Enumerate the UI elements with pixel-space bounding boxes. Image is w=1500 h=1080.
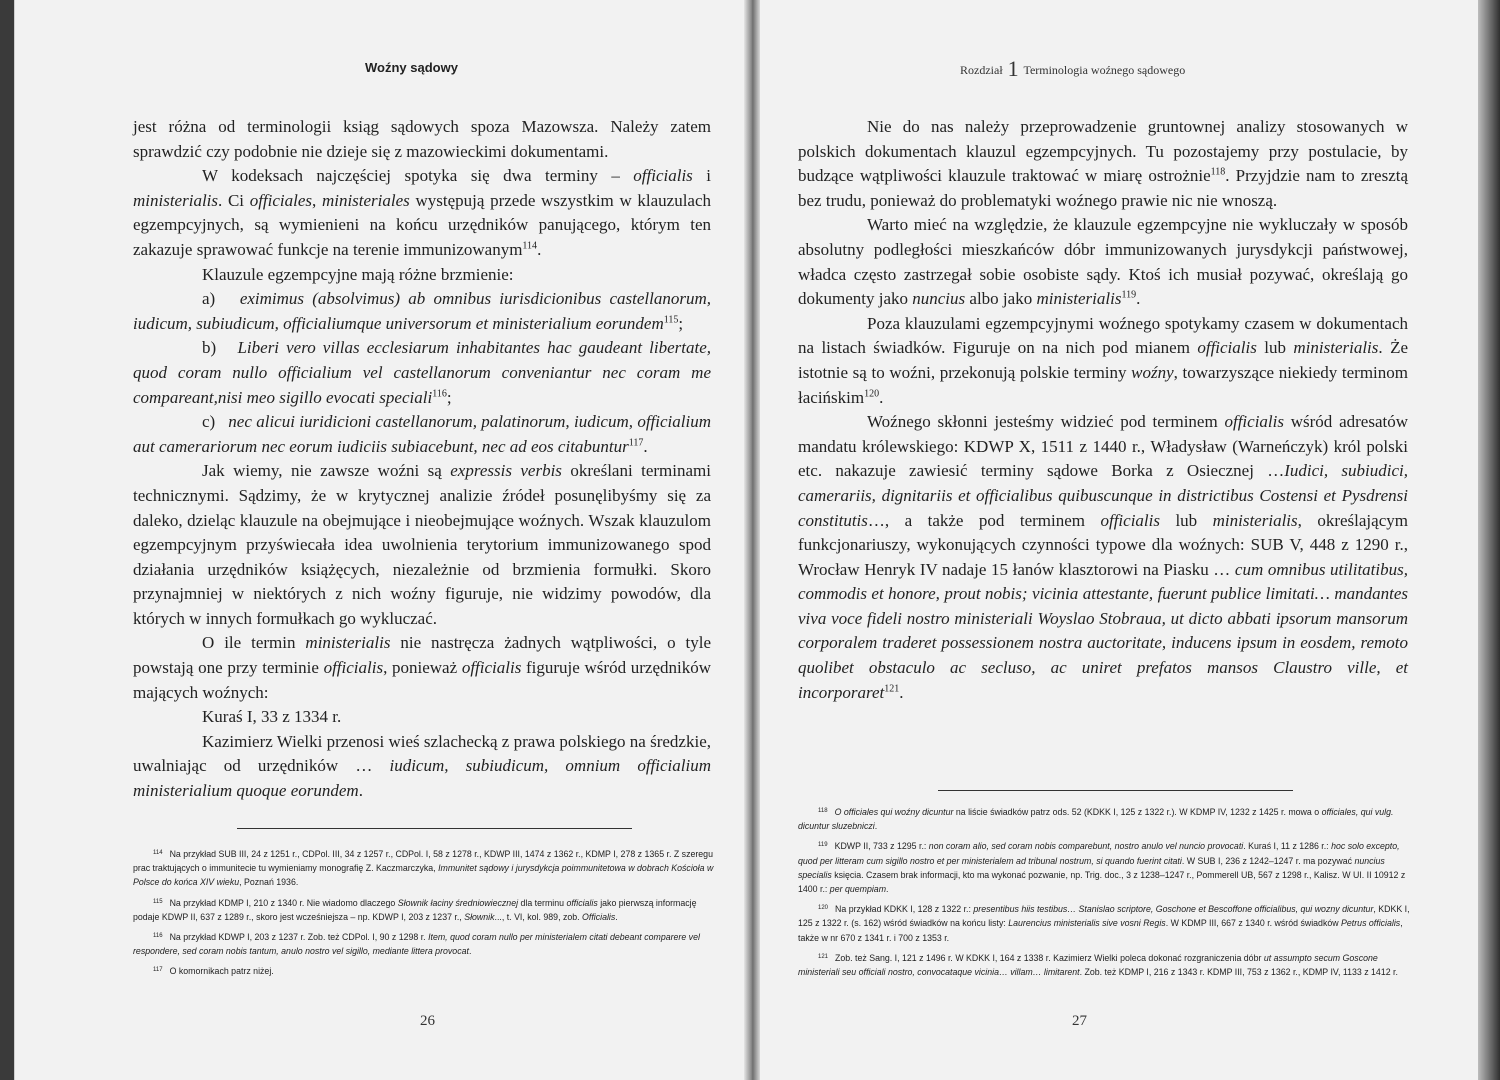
footnote-text: O officiales qui woźny dicuntur na liście świadków patrz ods. 52 (KDKK I, 125 z 1322 r.). W KDMP IV, 1232 z 1425 r. mowa o officiales, qui vulg. dicuntur sluzebniczi. [798, 807, 1394, 832]
left-page [14, 0, 745, 1080]
footnote [798, 804, 1410, 833]
footnote [798, 901, 1410, 945]
footnote-text: Na przykład SUB III, 24 z 1251 r., CDPol. III, 34 z 1257 r., CDPol. I, 58 z 1278 r., KDWP III, 1474 z 1362 r., KDMP I, 278 z 1365 r. Z szeregu prac traktujących o immunitecie tu wymieniamy monografię Z. Kaczmarczyka, Immunitet sądowy i jurysdykcja poimmunitetowa w dobrach Kościoła w Polsce do końca XIV wieku, Poznań 1936. [133, 849, 714, 888]
paragraph: Klauzule egzempcyjne mają różne brzmienie: [202, 264, 514, 284]
footnote-separator [938, 790, 1293, 791]
chapter-number: 1 [1007, 56, 1019, 81]
footnote [133, 895, 715, 924]
paragraph: c) nec alicui iuridicioni castellanorum, palatinorum, iudicum, officialium aut camerariorum nec eorum iudiciis subiacebunt, nec ad eos citabuntur$^{117}$. [133, 412, 711, 456]
footnote-text: Zob. też Sang. I, 121 z 1496 r. W KDKK I, 164 z 1338 r. Kazimierz Wielki poleca dokonać rozgraniczenia dóbr ut assumpto secum Goscone ministeriali seu officiali nostro, convocataque vicinia… villam… limitarent. Zob. też KDMP I, 216 z 1343 r. KDMP III, 753 z 1362 r., KDMP IV, 1133 z 1412 r. [798, 952, 1398, 978]
footnote-number: 117 [153, 967, 163, 974]
footnote-text: KDWP II, 733 z 1295 r.: non coram alio, sed coram nobis comparebunt, nostro anulo vel nuncio provocati. Kuraś I, 11 z 1286 r.: hoc solo excepto, quod per litteram cum sigillo nostro et per ministerialem ad tribunal nostrum, si quando fuerint citati. W SUB I, 236 z 1242–1247 r. ma pozywać nuncius specialis księcia. Czasem brak informacji, kto ma wykonać pozwanie, np. Trig. doc., 3 z 1238–1247 r., Pommerell UB, 567 z 1298 r., Kalisz. W UI. II 10912 z 1400 r.: per quempiam. [798, 841, 1406, 895]
chapter-title: Terminologia woźnego sądowego [1023, 63, 1186, 77]
chapter-label: Rozdział [960, 63, 1003, 77]
footnote-number: 119 [818, 842, 828, 849]
footnote-number: 114 [153, 850, 163, 856]
paragraph: O ile termin ministerialis nie nastręcza żadnych wątpliwości, o tyle powstają one przy terminie officialis, ponieważ officialis figuruje wśród urzędników mających woźnych: [133, 633, 711, 702]
page-number: 26 [420, 1013, 435, 1029]
running-head [960, 56, 1185, 82]
footnote-number: 120 [818, 905, 829, 912]
paragraph: Kazimierz Wielki przenosi wieś szlachecką z prawa polskiego na średzkie, uwalniając od urzędników … iudicum, subiudicum, omnium officialium ministerialium quoque eorundem. [133, 731, 711, 801]
footnote-separator [237, 828, 632, 829]
footnotes [798, 804, 1410, 984]
paragraph: a) eximimus (absolvimus) ab omnibus iurisdicionibus castellanorum, iudicum, subiudicum, officialiumque universorum et ministerialium eorundem$^{115}$; [133, 289, 711, 333]
page-number: 27 [1072, 1013, 1087, 1029]
footnote-number: 121 [818, 953, 829, 960]
footnote [798, 838, 1410, 896]
right-page [760, 0, 1478, 1080]
footnote [133, 846, 715, 890]
footnotes [133, 846, 715, 984]
footnote [133, 929, 715, 958]
footnote-text: Na przykład KDWP I, 203 z 1237 r. Zob. też CDPol. I, 90 z 1298 r. Item, quod coram nullo per ministerialem citati debeant comparere vel respondere, sed coram nobis tantum, anulo nostro vel sigillo, mediante littera provocat. [133, 932, 700, 957]
footnote-text: Na przykład KDMP I, 210 z 1340 r. Nie wiadomo dlaczego Słownik łaciny średniowiecznej dla terminu officialis jako pierwszą informację podaje KDWP II, 637 z 1289 r., skoro jest wcześniejsza – np. KDWP I, 203 z 1237 r., Słownik..., t. VI, kol. 989, zob. Officialis. [133, 897, 697, 922]
footnote-number: 115 [153, 898, 163, 905]
paragraph: Warto mieć na względzie, że klauzule egzempcyjne nie wykluczały w sposób absolutny podległości mieszkańców dóbr immunizowanych jurysdykcji państwowej, władca często zastrzegał sobie osobiste sądy. Ktoś ich musiał pozywać, określają go dokumenty jako nuncius albo jako ministerialis$^{119}$. [798, 215, 1408, 309]
paragraph: Jak wiemy, nie zawsze woźni są expressis verbis określani terminami technicznymi. Sądzimy, że w krytycznej analizie źródeł posunęlibyśmy się za daleko, dzieląc klauzule na obejmujące i nieobejmujące woźnych. Wszak klauzulom egzempcyjnym przyświecała idea uwolnienia terytorium immunizowanego spod działania urzędników książęcych, niezależnie od brzmienia formułki. Skoro przynajmniej w niektórych z nich woźny figuruje, nie widzimy powodów, dla których w innych formułkach go wykluczać. [133, 461, 711, 628]
footnote-text: Na przykład KDKK I, 128 z 1322 r.: presentibus hiis testibus… Stanislao scriptore, Goschone et Bescoffone officialibus, qui wozny dicuntur, KDKK I, 125 z 1322 r. (s. 162) wśród świadków na końcu listy: Laurencius ministerialis sive vosni Regis. W KDMP III, 667 z 1340 r. wśród świadków Petrus officialis, także w nr 670 z 1341 r. i 700 z 1353 r. [798, 904, 1410, 943]
running-head: Woźny sądowy [365, 60, 458, 75]
paragraph: Poza klauzulami egzempcyjnymi woźnego spotykamy czasem w dokumentach na listach świadków. Figuruje on na nich pod mianem officialis lub ministerialis. Że istotnie są to woźni, przekonują polskie terminy woźny, towarzyszące niekiedy terminom łacińskim$^{120}$. [798, 313, 1408, 407]
book-gutter [744, 0, 760, 1080]
main-text [798, 115, 1408, 705]
footnote-text: O komornikach patrz niżej. [169, 966, 274, 977]
paragraph: jest różna od terminologii ksiąg sądowych spoza Mazowsza. Należy zatem sprawdzić czy podobnie nie dzieje się z mazowieckimi dokumentami. [133, 117, 711, 161]
paragraph: Nie do nas należy przeprowadzenie gruntownej analizy stosowanych w polskich dokumentach klauzul egzempcyjnych. Tu pozostajemy przy postulacie, by budzące wątpliwości klauzule traktować w miarę ostrożnie$^{118}$. Przyjdzie nam to zresztą bez trudu, ponieważ do problematyki woźnego prawie nic nie wnoszą. [798, 117, 1409, 210]
scanner-edge [1478, 0, 1500, 1080]
paragraph: Kuraś I, 33 z 1334 r. [202, 707, 342, 727]
main-text [133, 115, 711, 804]
paragraph: W kodeksach najczęściej spotyka się dwa terminy – officialis i ministerialis. Ci officiales, ministeriales występują przede wszystkim w klauzulach egzempcyjnych, są wymienieni na końcu urzędników panującego, którym ten zakazuje sprawować funkcje na terenie immunizowanym$^{114}$. [133, 166, 712, 259]
footnote [133, 963, 715, 978]
paragraph: Woźnego skłonni jesteśmy widzieć pod terminem officialis wśród adresatów mandatu królewskiego: KDWP X, 1511 z 1440 r., Władysław (Warneńczyk) król polski etc. nakazuje zawiesić terminy sądowe Borka z Osiecznej …Iudici, subiudici, camerariis, dignitariis et officialibus quibuscunque in districtibus Costensi et Pysdrensi constitutis…, a także pod terminem officialis lub ministerialis, określającym funkcjonariuszy, wykonujących czynności typowe dla woźnych: SUB V, 448 z 1290 r., Wrocław Henryk IV nadaje 15 łanów klasztorowi na Piasku … cum omnibus utilitatibus, commodis et honore, prout nobis; vicinia attestante, fuerunt publice limitati… mandantes viva voce fideli nostro ministeriali Woyslao Stobraua, ut dicto abbati ipsorum mansorum corporalem traderet possessionem nostra auctoritate, inducens ipsum in eosdem, remoto quolibet obstaculo ac secluso, ac uniret prefatos mansos Claustro ville, et incorporaret$^{121}$. [798, 412, 1409, 702]
footnote-number: 116 [153, 933, 163, 940]
paragraph: b) Liberi vero villas ecclesiarum inhabitantes hac gaudeant libertate, quod coram nullo officialium vel castellanorum conveniantur nec coram me compareant,nisi meo sigillo evocati speciali$^{116}$; [133, 338, 711, 407]
footnote-number: 118 [818, 808, 828, 814]
footnote [798, 950, 1410, 979]
